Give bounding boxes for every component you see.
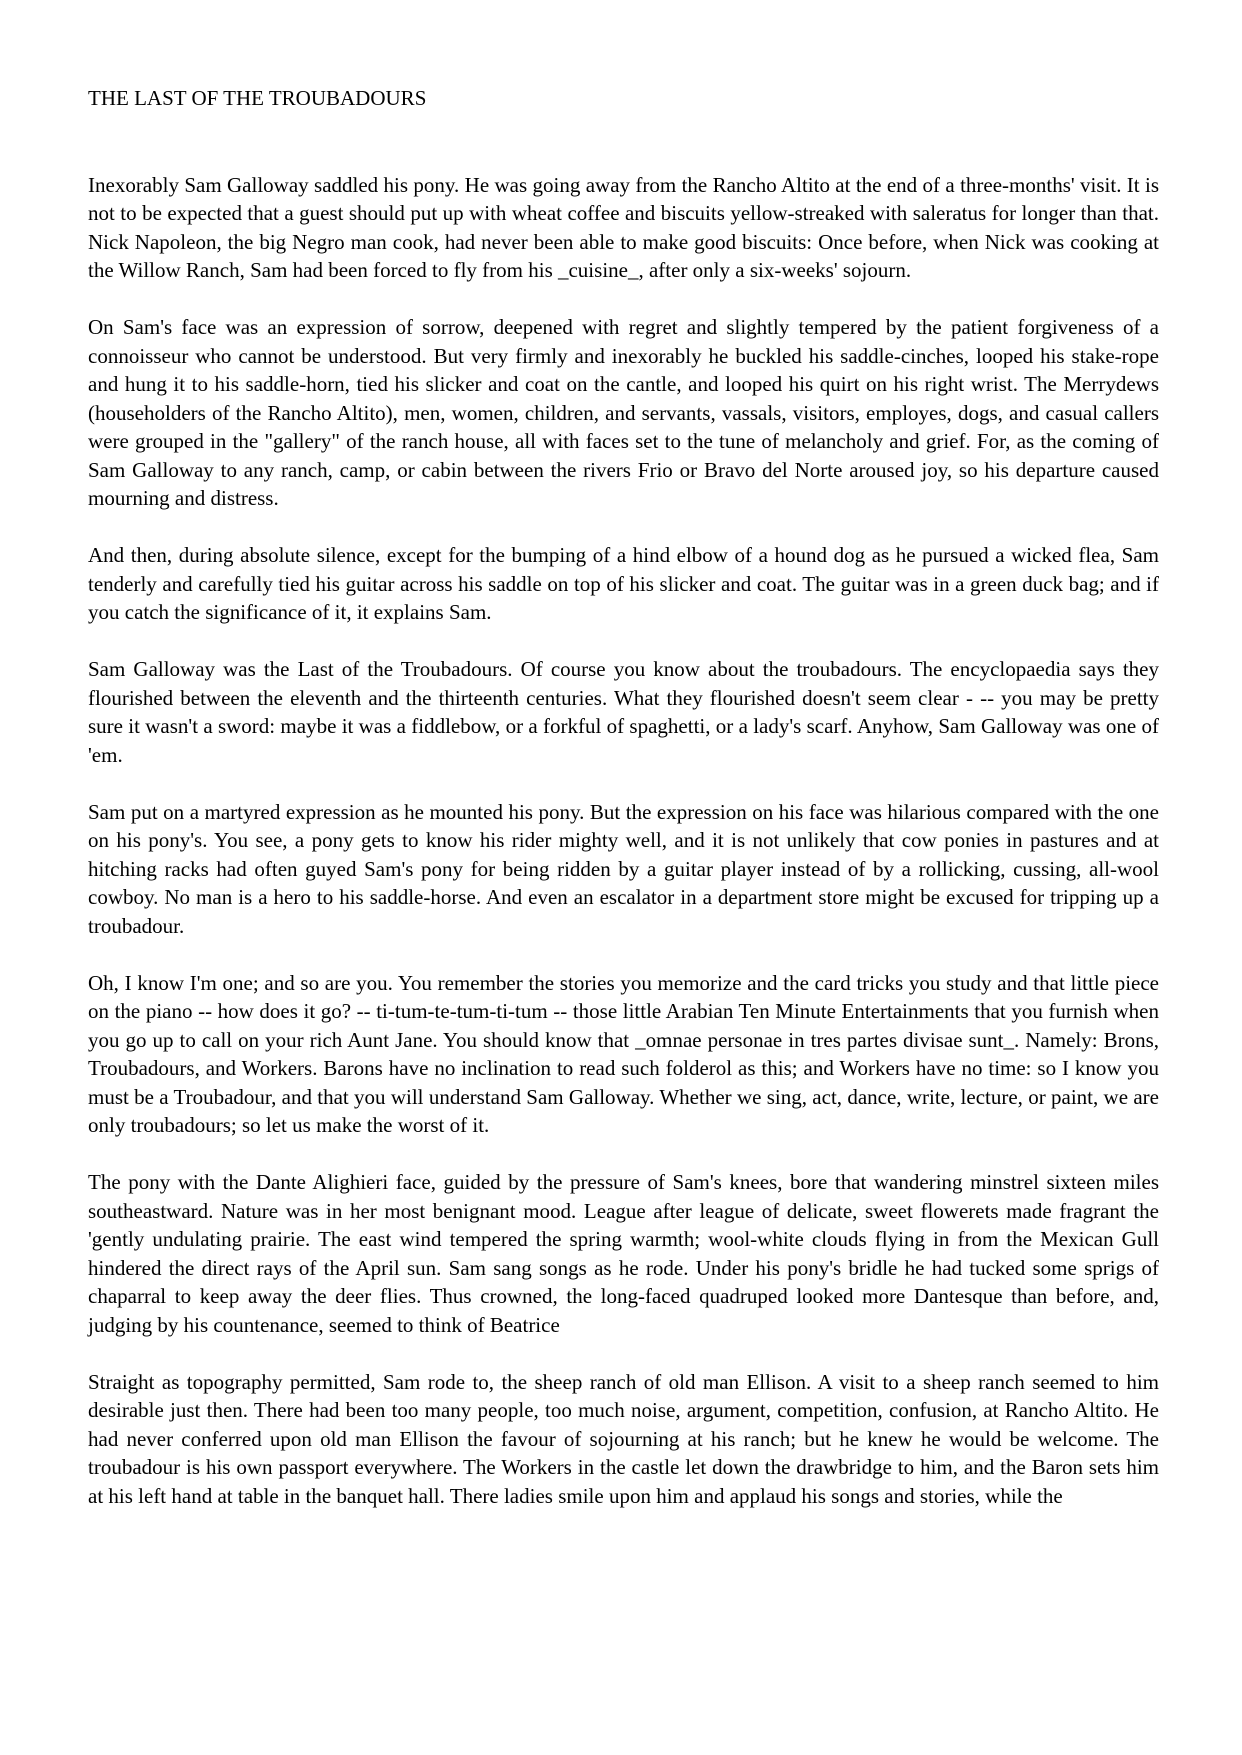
- paragraph: The pony with the Dante Alighieri face, guided by the pressure of Sam's knees, bore that wandering minstrel sixteen miles southeastward. Nature was in her most benignant mood. League after league of delicate, sweet flowerets made fragrant the 'gently undulating prairie. The east wind tempered the spring warmth; wool-white clouds flying in from the Mexican Gull hindered the direct rays of the April sun. Sam sang songs as he rode. Under his pony's bridle he had tucked some sprigs of chaparral to keep away the deer flies. Thus crowned, the long-faced quadruped looked more Dantesque than before, and, judging by his countenance, seemed to think of Beatrice: [88, 1170, 1159, 1337]
- document-title: THE LAST OF THE TROUBADOURS: [88, 86, 427, 110]
- paragraph: Sam put on a martyred expression as he mounted his pony. But the expression on his face was hilarious compared with the one on his pony's. You see, a pony gets to know his rider mighty well, and it is not unlikely that cow ponies in pastures and at hitching racks had often guyed Sam's pony for being ridden by a guitar player instead of by a rollicking, cussing, all-wool cowboy. No man is a hero to his saddle-horse. And even an escalator in a department store might be excused for tripping up a troubadour.: [88, 799, 1159, 938]
- paragraph: On Sam's face was an expression of sorrow, deepened with regret and slightly tempered by the patient forgiveness of a connoisseur who cannot be understood. But very firmly and inexorably he buckled his saddle-cinches, looped his stake-rope and hung it to his saddle-horn, tied his slicker and coat on the cantle, and looped his quirt on his right wrist. The Merrydews (householders of the Rancho Altito), men, women, children, and servants, vassals, visitors, employes, dogs, and casual callers were grouped in the "gallery" of the ranch house, all with faces set to the tune of melancholy and grief. For, as the coming of Sam Galloway to any ranch, camp, or cabin between the rivers Frio or Bravo del Norte aroused joy, so his departure caused mourning and distress.: [88, 315, 1159, 510]
- paragraph: Inexorably Sam Galloway saddled his pony. He was going away from the Rancho Altito at the end of a three-months' visit. It is not to be expected that a guest should put up with wheat coffee and biscuits yellow-streaked with saleratus for longer than that. Nick Napoleon, the big Negro man cook, had never been able to make good biscuits: Once before, when Nick was cooking at the Willow Ranch, Sam had been forced to fly from his _cuisine_, after only a six-weeks' sojourn.: [88, 172, 1159, 282]
- document-page: [88, 84, 1159, 1539]
- paragraph: Sam Galloway was the Last of the Troubadours. Of course you know about the troubadours. The encyclopaedia says they flourished between the eleventh and the thirteenth centuries. What they flourished doesn't seem clear - -- you may be pretty sure it wasn't a sword: maybe it was a fiddlebow, or a forkful of spaghetti, or a lady's scarf. Anyhow, Sam Galloway was one of 'em.: [88, 657, 1159, 767]
- paragraph: Straight as topography permitted, Sam rode to, the sheep ranch of old man Ellison. A visit to a sheep ranch seemed to him desirable just then. There had been too many people, too much noise, argument, competition, confusion, at Rancho Altito. He had never conferred upon old man Ellison the favour of sojourning at his ranch; but he knew he would be welcome. The troubadour is his own passport everywhere. The Workers in the castle let down the drawbridge to him, and the Baron sets him at his left hand at table in the banquet hall. There ladies smile upon him and applaud his songs and stories, while the: [88, 1369, 1159, 1508]
- paragraph: Oh, I know I'm one; and so are you. You remember the stories you memorize and the card tricks you study and that little piece on the piano -- how does it go? -- ti-tum-te-tum-ti-tum -- those little Arabian Ten Minute Entertainments that you furnish when you go up to call on your rich Aunt Jane. You should know that _omnae personae in tres partes divisae sunt_. Namely: Brons, Troubadours, and Workers. Barons have no inclination to read such folderol as this; and Workers have no time: so I know you must be a Troubadour, and that you will understand Sam Galloway. Whether we sing, act, dance, write, lecture, or paint, we are only troubadours; so let us make the worst of it.: [88, 970, 1159, 1137]
- paragraph: And then, during absolute silence, except for the bumping of a hind elbow of a hound dog as he pursued a wicked flea, Sam tenderly and carefully tied his guitar across his saddle on top of his slicker and coat. The guitar was in a green duck bag; and if you catch the significance of it, it explains Sam.: [88, 543, 1159, 624]
